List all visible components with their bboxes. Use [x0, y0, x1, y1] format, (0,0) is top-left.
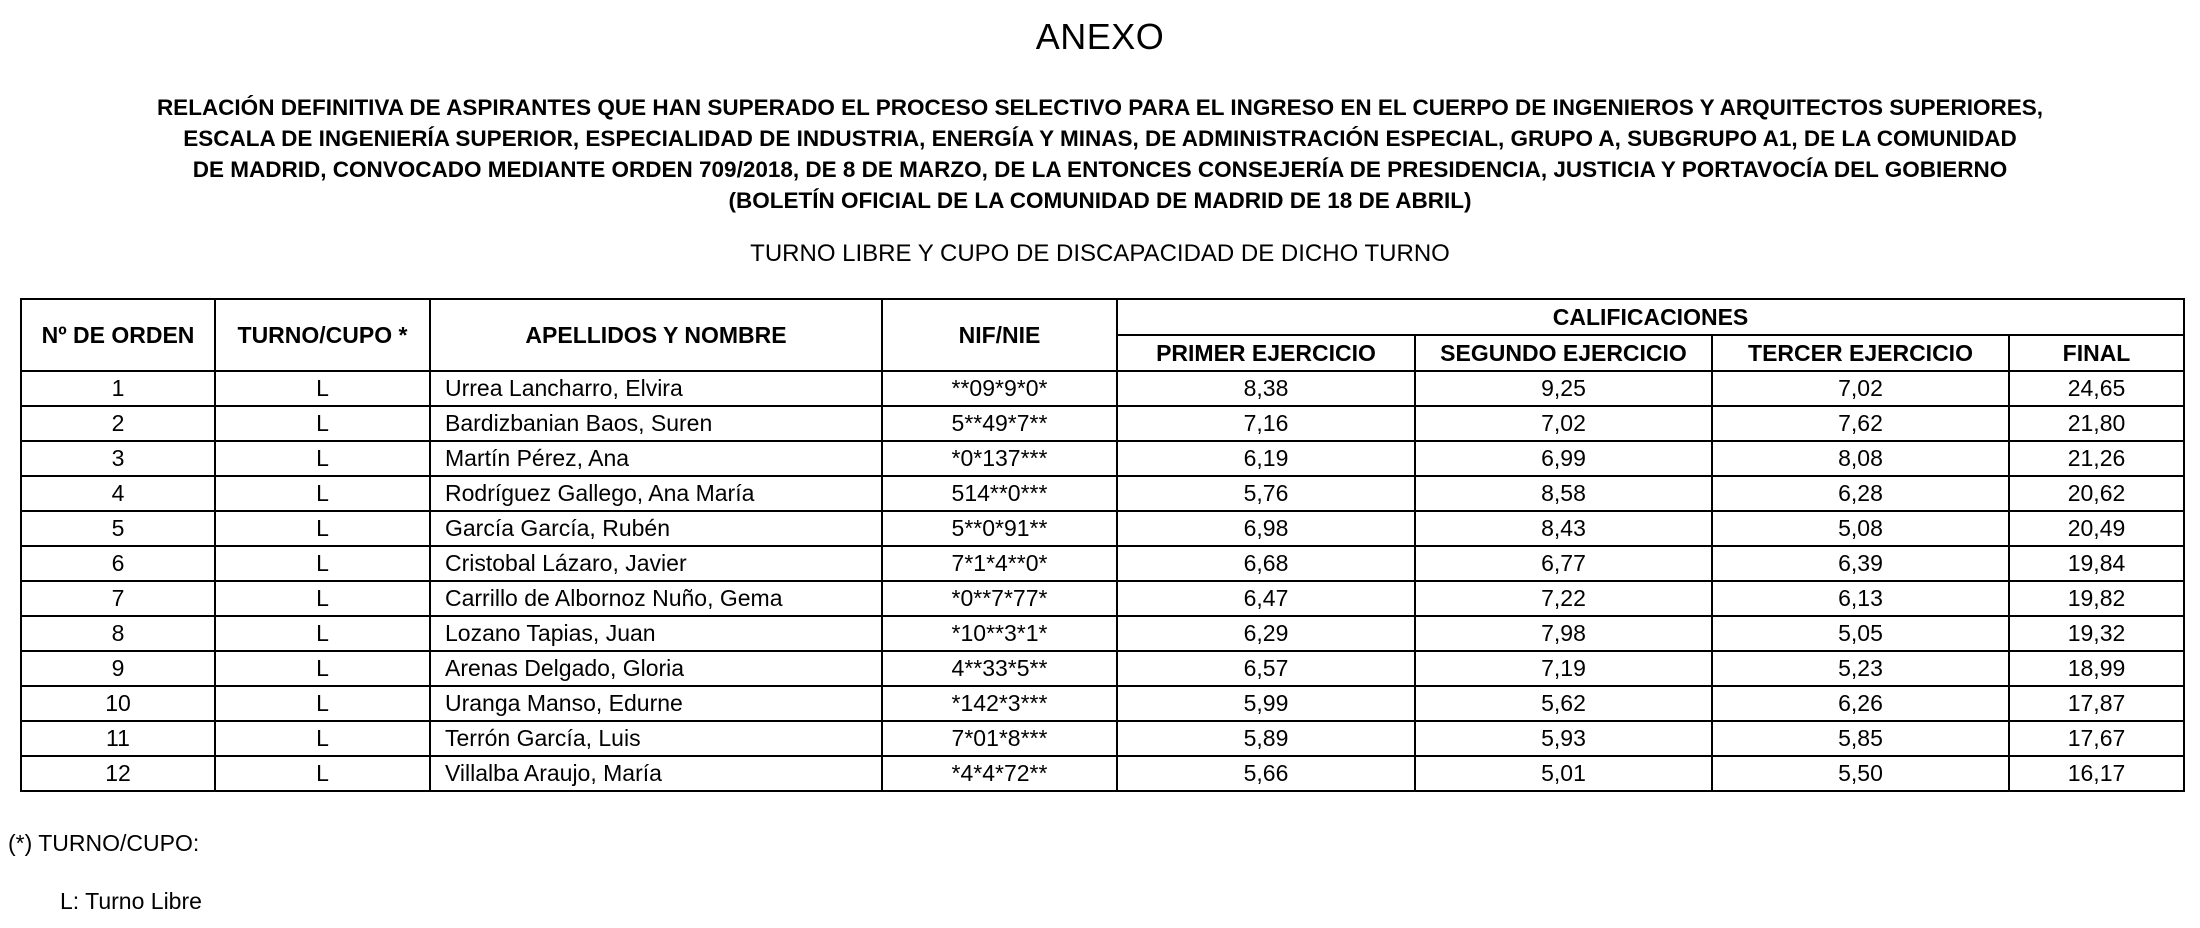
header-nif: NIF/NIE: [882, 299, 1117, 371]
cell-nombre: Terrón García, Luis: [430, 721, 882, 756]
cell-turno: L: [215, 686, 430, 721]
cell-nif: 7*01*8***: [882, 721, 1117, 756]
cell-tercer: 5,23: [1712, 651, 2009, 686]
cell-segundo: 7,02: [1415, 406, 1712, 441]
cell-primer: 6,47: [1117, 581, 1415, 616]
header-tercer: TERCER EJERCICIO: [1712, 335, 2009, 371]
cell-orden: 1: [21, 371, 215, 406]
cell-turno: L: [215, 406, 430, 441]
cell-turno: L: [215, 441, 430, 476]
table-row: [21, 371, 2184, 406]
heading-line: (BOLETÍN OFICIAL DE LA COMUNIDAD DE MADRID DE 18 DE ABRIL): [728, 188, 1472, 213]
cell-turno: L: [215, 546, 430, 581]
cell-turno: L: [215, 616, 430, 651]
header-orden: Nº DE ORDEN: [21, 299, 215, 371]
cell-final: 17,87: [2009, 686, 2184, 721]
cell-nif: *0*137***: [882, 441, 1117, 476]
cell-tercer: 5,08: [1712, 511, 2009, 546]
cell-nif: 7*1*4**0*: [882, 546, 1117, 581]
table-row: [21, 686, 2184, 721]
cell-orden: 11: [21, 721, 215, 756]
header-segundo: SEGUNDO EJERCICIO: [1415, 335, 1712, 371]
table-row: [21, 546, 2184, 581]
cell-segundo: 6,99: [1415, 441, 1712, 476]
cell-orden: 9: [21, 651, 215, 686]
cell-orden: 10: [21, 686, 215, 721]
table-row: [21, 721, 2184, 756]
cell-segundo: 7,98: [1415, 616, 1712, 651]
cell-nif: **09*9*0*: [882, 371, 1117, 406]
cell-orden: 3: [21, 441, 215, 476]
cell-tercer: 6,13: [1712, 581, 2009, 616]
cell-nombre: Lozano Tapias, Juan: [430, 616, 882, 651]
table-row: [21, 511, 2184, 546]
cell-nif: *10**3*1*: [882, 616, 1117, 651]
document-title: ANEXO: [1035, 16, 1165, 57]
cell-nif: *0**7*77*: [882, 581, 1117, 616]
cell-final: 17,67: [2009, 721, 2184, 756]
cell-primer: 5,89: [1117, 721, 1415, 756]
cell-turno: L: [215, 581, 430, 616]
cell-nombre: Uranga Manso, Edurne: [430, 686, 882, 721]
cell-final: 16,17: [2009, 756, 2184, 791]
cell-turno: L: [215, 756, 430, 791]
cell-primer: 5,66: [1117, 756, 1415, 791]
results-table: [20, 298, 2185, 792]
cell-nif: 514**0***: [882, 476, 1117, 511]
cell-tercer: 6,28: [1712, 476, 2009, 511]
table-row: [21, 756, 2184, 791]
cell-final: 21,26: [2009, 441, 2184, 476]
cell-tercer: 6,39: [1712, 546, 2009, 581]
header-turno: TURNO/CUPO *: [215, 299, 430, 371]
cell-turno: L: [215, 721, 430, 756]
cell-tercer: 6,26: [1712, 686, 2009, 721]
cell-primer: 5,76: [1117, 476, 1415, 511]
heading-line: ESCALA DE INGENIERÍA SUPERIOR, ESPECIALIDAD DE INDUSTRIA, ENERGÍA Y MINAS, DE ADMINISTRACIÓN ESPECIAL, GRUPO A, SUBGRUPO A1, DE LA COMUNIDAD: [183, 126, 2017, 151]
cell-orden: 7: [21, 581, 215, 616]
table-row: [21, 476, 2184, 511]
cell-orden: 8: [21, 616, 215, 651]
cell-primer: 6,57: [1117, 651, 1415, 686]
cell-segundo: 6,77: [1415, 546, 1712, 581]
cell-final: 20,49: [2009, 511, 2184, 546]
cell-nif: *4*4*72**: [882, 756, 1117, 791]
cell-primer: 7,16: [1117, 406, 1415, 441]
cell-tercer: 7,02: [1712, 371, 2009, 406]
cell-turno: L: [215, 476, 430, 511]
document-subheading: TURNO LIBRE Y CUPO DE DISCAPACIDAD DE DICHO TURNO: [750, 240, 1450, 267]
cell-tercer: 8,08: [1712, 441, 2009, 476]
cell-segundo: 5,62: [1415, 686, 1712, 721]
cell-segundo: 7,19: [1415, 651, 1712, 686]
cell-segundo: 7,22: [1415, 581, 1712, 616]
header-final: FINAL: [2009, 335, 2184, 371]
table-row: [21, 651, 2184, 686]
cell-nombre: Martín Pérez, Ana: [430, 441, 882, 476]
table-row: [21, 406, 2184, 441]
cell-nombre: Rodríguez Gallego, Ana María: [430, 476, 882, 511]
legend-turno-libre: L: Turno Libre: [60, 888, 202, 914]
cell-final: 19,82: [2009, 581, 2184, 616]
cell-segundo: 5,93: [1415, 721, 1712, 756]
cell-nif: *142*3***: [882, 686, 1117, 721]
results-body: [21, 371, 2184, 791]
heading-line: RELACIÓN DEFINITIVA DE ASPIRANTES QUE HAN SUPERADO EL PROCESO SELECTIVO PARA EL INGRESO EN EL CUERPO DE INGENIEROS Y ARQUITECTOS SUPERIORES,: [156, 95, 2044, 120]
cell-primer: 8,38: [1117, 371, 1415, 406]
cell-primer: 6,29: [1117, 616, 1415, 651]
cell-final: 24,65: [2009, 371, 2184, 406]
cell-tercer: 5,85: [1712, 721, 2009, 756]
cell-segundo: 8,43: [1415, 511, 1712, 546]
cell-tercer: 7,62: [1712, 406, 2009, 441]
cell-final: 21,80: [2009, 406, 2184, 441]
cell-orden: 6: [21, 546, 215, 581]
cell-segundo: 8,58: [1415, 476, 1712, 511]
cell-primer: 6,68: [1117, 546, 1415, 581]
table-row: [21, 616, 2184, 651]
cell-orden: 12: [21, 756, 215, 791]
cell-primer: 6,19: [1117, 441, 1415, 476]
cell-segundo: 5,01: [1415, 756, 1712, 791]
cell-nombre: Villalba Araujo, María: [430, 756, 882, 791]
cell-nombre: Carrillo de Albornoz Nuño, Gema: [430, 581, 882, 616]
cell-nif: 5**49*7**: [882, 406, 1117, 441]
cell-final: 19,84: [2009, 546, 2184, 581]
cell-tercer: 5,05: [1712, 616, 2009, 651]
cell-nombre: Urrea Lancharro, Elvira: [430, 371, 882, 406]
table-row: [21, 581, 2184, 616]
cell-nombre: García García, Rubén: [430, 511, 882, 546]
cell-nombre: Cristobal Lázaro, Javier: [430, 546, 882, 581]
cell-final: 19,32: [2009, 616, 2184, 651]
header-nombre: APELLIDOS Y NOMBRE: [430, 299, 882, 371]
cell-orden: 2: [21, 406, 215, 441]
cell-turno: L: [215, 651, 430, 686]
cell-primer: 5,99: [1117, 686, 1415, 721]
document-heading: [0, 92, 2200, 216]
cell-orden: 4: [21, 476, 215, 511]
cell-tercer: 5,50: [1712, 756, 2009, 791]
cell-orden: 5: [21, 511, 215, 546]
cell-nif: 5**0*91**: [882, 511, 1117, 546]
cell-turno: L: [215, 511, 430, 546]
cell-turno: L: [215, 371, 430, 406]
cell-final: 20,62: [2009, 476, 2184, 511]
table-row: [21, 441, 2184, 476]
cell-primer: 6,98: [1117, 511, 1415, 546]
heading-line: DE MADRID, CONVOCADO MEDIANTE ORDEN 709/2018, DE 8 DE MARZO, DE LA ENTONCES CONSEJERÍA DE PRESIDENCIA, JUSTICIA Y PORTAVOCÍA DEL GOBIERNO: [192, 157, 2008, 182]
cell-nombre: Arenas Delgado, Gloria: [430, 651, 882, 686]
footnote: (*) TURNO/CUPO:: [8, 830, 200, 856]
header-primer: PRIMER EJERCICIO: [1117, 335, 1415, 371]
cell-final: 18,99: [2009, 651, 2184, 686]
cell-nif: 4**33*5**: [882, 651, 1117, 686]
header-calificaciones: CALIFICACIONES: [1117, 299, 2184, 335]
cell-nombre: Bardizbanian Baos, Suren: [430, 406, 882, 441]
cell-segundo: 9,25: [1415, 371, 1712, 406]
